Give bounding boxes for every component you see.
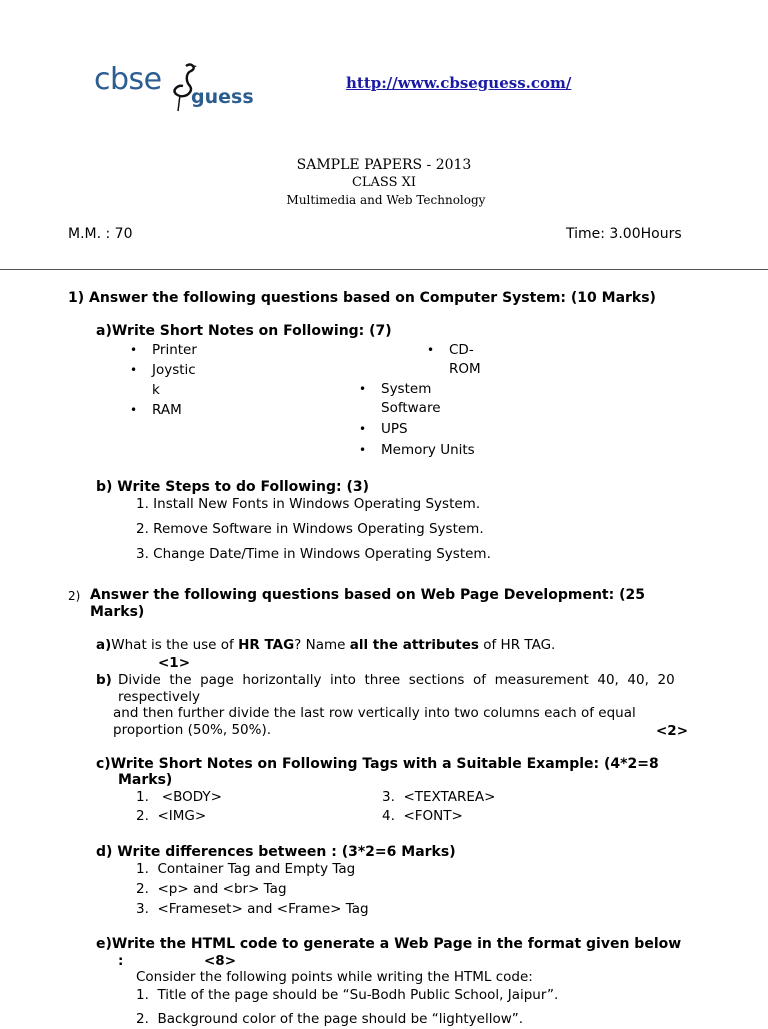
q2c-heading-cont: Marks) — [118, 772, 173, 788]
subject-title: Multimedia and Web Technology — [286, 193, 486, 207]
list-item: 1. Install New Fonts in Windows Operating System. — [136, 496, 481, 512]
time-allowed: Time: 3.00Hours — [566, 226, 682, 242]
list-item: 1. Container Tag and Empty Tag — [136, 861, 356, 877]
q2d-heading: d) Write differences between : (3*2=6 Marks) — [96, 844, 456, 860]
q1-heading: 1) Answer the following questions based on Computer System: (10 Marks) — [68, 290, 656, 306]
list-item: 2. Background color of the page should be “lightyellow”. — [136, 1011, 524, 1027]
list-item: Memory Units — [381, 442, 475, 458]
q2a-bold: all the attributes — [349, 637, 479, 653]
list-item: 1. <BODY> — [136, 789, 222, 805]
bullet-icon: • — [359, 422, 367, 436]
q2b-line: Divide the page horizontally into three sections of measurement 40, 40, 20 — [118, 672, 675, 688]
bullet-icon: • — [130, 403, 138, 417]
q2c-heading: c)Write Short Notes on Following Tags with a Suitable Example: (4*2=8 — [96, 756, 659, 772]
bullet-icon: • — [359, 443, 367, 457]
list-item: 1. Title of the page should be “Su-Bodh Public School, Jaipur”. — [136, 987, 559, 1003]
q2b-line: and then further divide the last row vertically into two columns each of equal — [113, 705, 636, 721]
q2-heading: Answer the following questions based on Web Page Development: (25 — [90, 587, 645, 603]
logo-guess-text: guess — [191, 86, 254, 108]
q2a-question — [96, 636, 555, 655]
cbseguess-logo — [94, 62, 254, 114]
q2-number: 2) — [68, 589, 81, 603]
q1b-heading: b) Write Steps to do Following: (3) — [96, 479, 370, 495]
q1a-heading: a)Write Short Notes on Following: (7) — [96, 323, 392, 339]
list-item: 2. <p> and <br> Tag — [136, 881, 287, 897]
list-item: ROM — [449, 361, 481, 377]
q2a-bold: HR TAG — [238, 637, 295, 653]
q2-heading-cont: Marks) — [90, 604, 145, 620]
logo-cbse-text: cbse — [94, 62, 162, 97]
list-item: System — [381, 381, 432, 397]
list-item: Printer — [152, 342, 197, 358]
list-item: 3. Change Date/Time in Windows Operating System. — [136, 546, 491, 562]
q2a-prefix: a) — [96, 637, 112, 653]
bullet-icon: • — [130, 343, 138, 357]
site-url-link[interactable]: http://www.cbseguess.com/ — [346, 74, 572, 92]
q2a-text: ? Name — [294, 637, 350, 653]
list-item: 2. Remove Software in Windows Operating System. — [136, 521, 484, 537]
list-item: RAM — [152, 402, 182, 418]
list-item: 2. <IMG> — [136, 808, 207, 824]
list-item: 3. <TEXTAREA> — [382, 789, 496, 805]
bullet-icon: • — [359, 382, 367, 396]
q2b-line: proportion (50%, 50%). — [113, 722, 272, 738]
bullet-icon: • — [130, 363, 138, 377]
list-item: Joystic — [152, 362, 196, 378]
q2e-heading: e)Write the HTML code to generate a Web Page in the format given below — [96, 936, 682, 952]
q2e-intro: Consider the following points while writing the HTML code: — [136, 969, 533, 985]
list-item: CD- — [449, 342, 474, 358]
divider-line — [0, 269, 768, 270]
q2b-prefix: b) — [96, 672, 112, 688]
q2e-marks: <8> — [204, 953, 237, 969]
list-item: UPS — [381, 421, 408, 437]
q2b-line: respectively — [118, 689, 200, 705]
q2b-marks: <2> — [656, 723, 689, 739]
paper-title: SAMPLE PAPERS - 2013 — [296, 157, 472, 173]
max-marks: M.M. : 70 — [68, 226, 133, 242]
list-item: 3. <Frameset> and <Frame> Tag — [136, 901, 369, 917]
class-title: CLASS XI — [351, 175, 417, 190]
q2a-text: What is the use of — [111, 637, 239, 653]
q2e-colon: : — [118, 953, 124, 969]
q2a-text: of HR TAG. — [478, 637, 556, 653]
q2a-marks: <1> — [158, 655, 191, 671]
bullet-icon: • — [427, 343, 435, 357]
list-item: k — [152, 382, 160, 398]
list-item: 4. <FONT> — [382, 808, 463, 824]
list-item: Software — [381, 400, 441, 416]
